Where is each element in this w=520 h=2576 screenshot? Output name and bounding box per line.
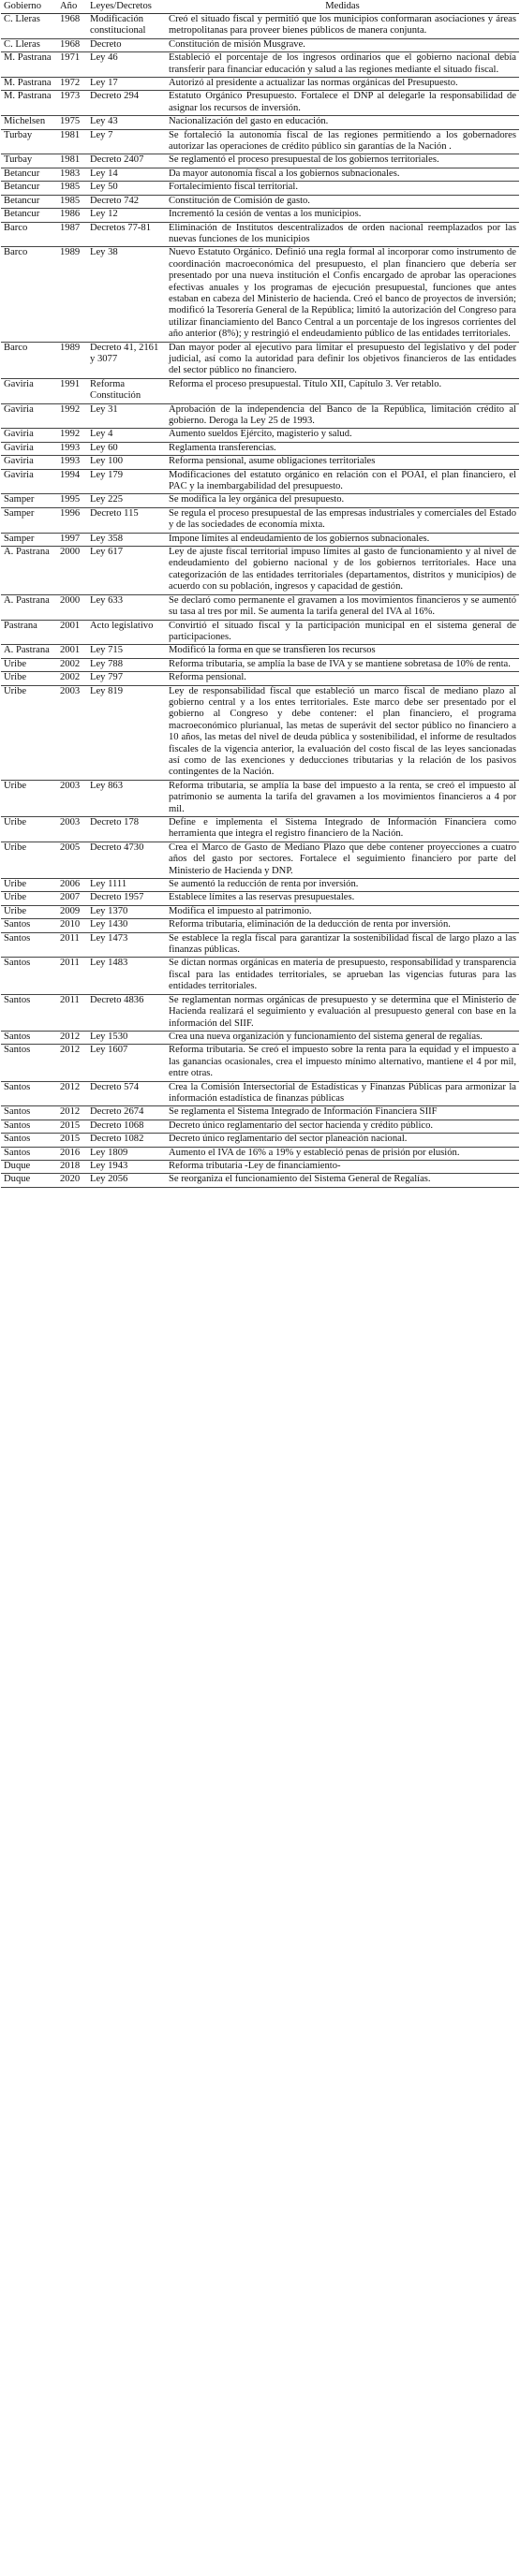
ley-cell: Ley 43 (87, 116, 166, 129)
table-body (1, 14, 519, 1188)
ley-cell: Ley 14 (87, 168, 166, 181)
table-row (1, 1045, 519, 1081)
ley-cell: Decreto 1082 (87, 1134, 166, 1147)
anio-cell: 2012 (57, 1045, 87, 1081)
gobierno-cell: Santos (1, 919, 57, 932)
gobierno-cell: Santos (1, 1106, 57, 1120)
ley-cell: Ley 2056 (87, 1174, 166, 1187)
medidas-cell: Se reglamentó el proceso presupuestal de los gobiernos territoriales. (166, 154, 519, 168)
medidas-cell: Modifica el impuesto al patrimonio. (166, 905, 519, 918)
ley-cell: Decreto 4836 (87, 994, 166, 1031)
ley-cell: Decreto (87, 38, 166, 51)
ley-cell: Decreto 115 (87, 507, 166, 533)
ley-cell: Decreto 178 (87, 817, 166, 842)
gobierno-cell: Gaviria (1, 469, 57, 494)
ley-cell: Ley 633 (87, 594, 166, 620)
medidas-cell: Reforma tributaria -Ley de financiamiento- (166, 1160, 519, 1173)
table-row (1, 645, 519, 658)
table-row (1, 342, 519, 378)
gobierno-cell: Gaviria (1, 429, 57, 442)
medidas-cell: Crea la Comisión Intersectorial de Estadísticas y Finanzas Públicas para armonizar la información estadística de finanzas públicas (166, 1081, 519, 1106)
ley-cell: Ley 797 (87, 672, 166, 685)
gobierno-cell: Uribe (1, 879, 57, 892)
anio-cell: 2006 (57, 879, 87, 892)
medidas-cell: Se fortaleció la autonomía fiscal de las regiones permitiendo a los gobernadores autorizar las operaciones de crédito público sin garantías de la Nación . (166, 129, 519, 154)
anio-cell: 1972 (57, 78, 87, 91)
gobierno-cell: Barco (1, 222, 57, 247)
gobierno-cell: Turbay (1, 129, 57, 154)
medidas-cell: Constitución de Comisión de gasto. (166, 195, 519, 208)
gobierno-cell: C. Lleras (1, 14, 57, 39)
gobierno-cell: Pastrana (1, 620, 57, 645)
anio-cell: 1989 (57, 342, 87, 378)
ley-cell: Ley 358 (87, 533, 166, 546)
table-row (1, 38, 519, 51)
table-row (1, 182, 519, 195)
table-row (1, 78, 519, 91)
ley-cell: Ley 50 (87, 182, 166, 195)
anio-cell: 2002 (57, 672, 87, 685)
ley-cell: Ley 4 (87, 429, 166, 442)
ley-cell: Ley 179 (87, 469, 166, 494)
anio-cell: 1985 (57, 182, 87, 195)
gobierno-cell: Duque (1, 1160, 57, 1173)
anio-cell: 1981 (57, 129, 87, 154)
medidas-cell: Se modifica la ley orgánica del presupuesto. (166, 494, 519, 507)
medidas-cell: Reforma pensional, asume obligaciones territoriales (166, 456, 519, 469)
gobierno-cell: C. Lleras (1, 38, 57, 51)
header-anio: Año (57, 1, 87, 14)
table-row (1, 1160, 519, 1173)
ley-cell: Acto legislativo (87, 620, 166, 645)
anio-cell: 2015 (57, 1120, 87, 1133)
table-row (1, 919, 519, 932)
gobierno-cell: Gaviria (1, 403, 57, 429)
anio-cell: 2011 (57, 932, 87, 958)
table-row (1, 1174, 519, 1187)
medidas-cell: Impone límites al endeudamiento de los gobiernos subnacionales. (166, 533, 519, 546)
ley-cell: Ley 715 (87, 645, 166, 658)
ley-cell: Ley 100 (87, 456, 166, 469)
gobierno-cell: Samper (1, 533, 57, 546)
ley-cell: Ley 1809 (87, 1147, 166, 1160)
ley-cell: Ley 819 (87, 685, 166, 780)
ley-cell: Decreto 41, 2161 y 3077 (87, 342, 166, 378)
anio-cell: 2009 (57, 905, 87, 918)
ley-cell: Decreto 1068 (87, 1120, 166, 1133)
table-row (1, 892, 519, 905)
medidas-cell: Crea el Marco de Gasto de Mediano Plazo que debe contener proyecciones a cuatro años del gasto por sectores. Fortalece el seguimiento financiero por parte del Ministerio de Hacienda y DNP. (166, 842, 519, 878)
table-row (1, 403, 519, 429)
anio-cell: 1981 (57, 154, 87, 168)
anio-cell: 1993 (57, 456, 87, 469)
ley-cell: Ley 1473 (87, 932, 166, 958)
table-row (1, 905, 519, 918)
table-row (1, 154, 519, 168)
table-row (1, 994, 519, 1031)
anio-cell: 2020 (57, 1174, 87, 1187)
medidas-cell: Creó el situado fiscal y permitió que los municipios conformaran asociaciones y áreas metropolitanas para proveer bienes públicos de manera conjunta. (166, 14, 519, 39)
medidas-cell: Se dictan normas orgánicas en materia de presupuesto, responsabilidad y transparencia fiscal para las entidades territoriales, se aprueban las vigencias futuras para las entidades territoriales. (166, 958, 519, 994)
anio-cell: 1968 (57, 38, 87, 51)
ley-cell: Ley 38 (87, 247, 166, 342)
anio-cell: 1991 (57, 378, 87, 403)
anio-cell: 1992 (57, 429, 87, 442)
gobierno-cell: Uribe (1, 780, 57, 816)
medidas-cell: Nuevo Estatuto Orgánico. Definió una regla formal al incorporar como instrumento de coordinación macroeconómica del presupuesto, el plan financiero que debería ser presentado por una nueva institución el Confis encargado de aprobar las operaciones efectivas anuales y los programas de ejecución presupuestal, funciones que antes estaban en cabeza del Ministerio de hacienda. Creó el banco de proyectos de inversión; modificó la Tesorería General de la República; limitó la autorización del Congreso para utilizar financiamiento del Banco Central a un porcentaje de los ingresos corrientes del año anterior (8%); y restringió el endeudamiento público de las entidades territoriales. (166, 247, 519, 342)
table-row (1, 842, 519, 878)
gobierno-cell: Uribe (1, 817, 57, 842)
ley-cell: Ley 617 (87, 547, 166, 595)
medidas-cell: Nacionalización del gasto en educación. (166, 116, 519, 129)
table-row (1, 533, 519, 546)
gobierno-cell: Santos (1, 932, 57, 958)
medidas-cell: Reforma tributaria. Se creó el impuesto sobre la renta para la equidad y el impuesto a las ganancias ocasionales, crea el impuesto mínimo alternativo, mantiene el 4 por mil, entre otras. (166, 1045, 519, 1081)
ley-cell: Decreto 742 (87, 195, 166, 208)
table-row (1, 879, 519, 892)
table-row (1, 1031, 519, 1044)
ley-cell: Ley 225 (87, 494, 166, 507)
anio-cell: 1992 (57, 403, 87, 429)
table-row (1, 494, 519, 507)
anio-cell: 2010 (57, 919, 87, 932)
table-row (1, 685, 519, 780)
gobierno-cell: Santos (1, 1147, 57, 1160)
anio-cell: 1993 (57, 442, 87, 455)
gobierno-cell: Uribe (1, 905, 57, 918)
header-medidas: Medidas (166, 1, 519, 14)
anio-cell: 2012 (57, 1031, 87, 1044)
anio-cell: 1987 (57, 222, 87, 247)
medidas-cell: Reforma pensional. (166, 672, 519, 685)
anio-cell: 1975 (57, 116, 87, 129)
table-row (1, 817, 519, 842)
gobierno-cell: Betancur (1, 195, 57, 208)
medidas-cell: Aumento sueldos Ejército, magisterio y salud. (166, 429, 519, 442)
ley-cell: Ley 1530 (87, 1031, 166, 1044)
anio-cell: 1971 (57, 52, 87, 78)
gobierno-cell: Uribe (1, 658, 57, 671)
ley-cell: Decreto 2674 (87, 1106, 166, 1120)
table-row (1, 932, 519, 958)
gobierno-cell: M. Pastrana (1, 52, 57, 78)
gobierno-cell: Gaviria (1, 378, 57, 403)
table-row (1, 620, 519, 645)
gobierno-cell: Betancur (1, 182, 57, 195)
anio-cell: 1973 (57, 91, 87, 116)
medidas-cell: Reglamenta transferencias. (166, 442, 519, 455)
table-row (1, 14, 519, 39)
ley-cell: Ley 1370 (87, 905, 166, 918)
medidas-cell: Estatuto Orgánico Presupuesto. Fortalece el DNP al delegarle la responsabilidad de asignar los recursos de inversión. (166, 91, 519, 116)
gobierno-cell: Turbay (1, 154, 57, 168)
table-row (1, 958, 519, 994)
anio-cell: 1994 (57, 469, 87, 494)
table-row (1, 195, 519, 208)
medidas-cell: Decreto único reglamentario del sector planeación nacional. (166, 1134, 519, 1147)
gobierno-cell: Betancur (1, 209, 57, 222)
gobierno-cell: A. Pastrana (1, 594, 57, 620)
anio-cell: 1968 (57, 14, 87, 39)
table-row (1, 1147, 519, 1160)
gobierno-cell: Santos (1, 1031, 57, 1044)
medidas-cell: Decreto único reglamentario del sector hacienda y crédito público. (166, 1120, 519, 1133)
gobierno-cell: Uribe (1, 685, 57, 780)
medidas-cell: Modificaciones del estatuto orgánico en relación con el POAI, el plan financiero, el PAC y la inembargabilidad del presupuesto. (166, 469, 519, 494)
ley-cell: Ley 60 (87, 442, 166, 455)
gobierno-cell: Betancur (1, 168, 57, 181)
medidas-cell: Define e implementa el Sistema Integrado de Información Financiera como herramienta que integra el registro financiero de la Nación. (166, 817, 519, 842)
medidas-cell: Ley de responsabilidad fiscal que estableció un marco fiscal de mediano plazo al gobierno central y a los entes territoriales. Este marco debe ser presentado por el gobierno al Congreso y debe contener: el plan financiero, el programa macroeconómico plurianual, las metas de superávit del sector público no financiero a 10 años, las metas del nivel de deuda pública y sostenibilidad, el informe de resultados fiscales de la vigencia anterior, la evaluación del costo fiscal de las leyes sancionadas así como de las exenciones y deducciones tributarias y la relación de los pasivos contingentes de la Nación. (166, 685, 519, 780)
ley-cell: Decreto 294 (87, 91, 166, 116)
table-row (1, 116, 519, 129)
gobierno-cell: Santos (1, 994, 57, 1031)
table-row (1, 507, 519, 533)
table-row (1, 672, 519, 685)
anio-cell: 2011 (57, 994, 87, 1031)
medidas-cell: Fortalecimiento fiscal territorial. (166, 182, 519, 195)
ley-cell: Ley 17 (87, 78, 166, 91)
table-row (1, 168, 519, 181)
medidas-cell: Eliminación de Institutos descentralizados de orden nacional reemplazados por las nuevas funciones de los municipios (166, 222, 519, 247)
laws-table (1, 1, 519, 1188)
table-row (1, 91, 519, 116)
medidas-cell: Reforma tributaria, se amplía la base de IVA y se mantiene sobretasa de 10% de renta. (166, 658, 519, 671)
anio-cell: 1989 (57, 247, 87, 342)
table-row (1, 1120, 519, 1133)
medidas-cell: Reforma tributaria, eliminación de la deducción de renta por inversión. (166, 919, 519, 932)
table-row (1, 594, 519, 620)
ley-cell: Modificación constitucional (87, 14, 166, 39)
medidas-cell: Reforma tributaria, se amplía la base del impuesto a la renta, se creó el impuesto al patrimonio se aumenta la tarifa del gravamen a los movimientos financieros a 4 por mil. (166, 780, 519, 816)
anio-cell: 2015 (57, 1134, 87, 1147)
ley-cell: Decreto 2407 (87, 154, 166, 168)
medidas-cell: Ley de ajuste fiscal territorial impuso límites al gasto de funcionamiento y al nivel de endeudamiento del gobierno nacional y de los gobiernos territoriales. Hace una categorización de las entidades territoriales (departamentos, distritos y municipios) de acuerdo con su población, ingresos y capacidad de gestión. (166, 547, 519, 595)
ley-cell: Decreto 1957 (87, 892, 166, 905)
medidas-cell: Se aumentó la reducción de renta por inversión. (166, 879, 519, 892)
ley-cell: Reforma Constitución (87, 378, 166, 403)
medidas-cell: Aprobación de la independencia del Banco de la República, limitación crédito al gobierno. Deroga la Ley 25 de 1993. (166, 403, 519, 429)
gobierno-cell: Samper (1, 507, 57, 533)
medidas-cell: Dan mayor poder al ejecutivo para limitar el presupuesto del legislativo y del poder judicial, así como la autoridad para definir los objetivos financieros de las entidades del sector público no financiero. (166, 342, 519, 378)
anio-cell: 1996 (57, 507, 87, 533)
ley-cell: Ley 1607 (87, 1045, 166, 1081)
table-row (1, 469, 519, 494)
gobierno-cell: Santos (1, 1045, 57, 1081)
gobierno-cell: Uribe (1, 842, 57, 878)
medidas-cell: Se establece la regla fiscal para garantizar la sostenibilidad fiscal de largo plazo a las finanzas públicas. (166, 932, 519, 958)
table-row (1, 456, 519, 469)
ley-cell: Ley 863 (87, 780, 166, 816)
anio-cell: 1985 (57, 195, 87, 208)
anio-cell: 2000 (57, 594, 87, 620)
ley-cell: Ley 31 (87, 403, 166, 429)
anio-cell: 2001 (57, 645, 87, 658)
gobierno-cell: M. Pastrana (1, 78, 57, 91)
gobierno-cell: Santos (1, 1081, 57, 1106)
ley-cell: Ley 1111 (87, 879, 166, 892)
gobierno-cell: Gaviria (1, 456, 57, 469)
gobierno-cell: Duque (1, 1174, 57, 1187)
table-row (1, 209, 519, 222)
ley-cell: Ley 7 (87, 129, 166, 154)
anio-cell: 2012 (57, 1106, 87, 1120)
table-row (1, 378, 519, 403)
header-leyes: Leyes/Decretos (87, 1, 166, 14)
medidas-cell: Aumento el IVA de 16% a 19% y estableció penas de prisión por elusión. (166, 1147, 519, 1160)
anio-cell: 1995 (57, 494, 87, 507)
gobierno-cell: M. Pastrana (1, 91, 57, 116)
ley-cell: Ley 46 (87, 52, 166, 78)
table-row (1, 1106, 519, 1120)
gobierno-cell: Barco (1, 247, 57, 342)
ley-cell: Ley 1430 (87, 919, 166, 932)
anio-cell: 2003 (57, 817, 87, 842)
medidas-cell: Se regula el proceso presupuestal de las empresas industriales y comerciales del Estado y de las sociedades de economía mixta. (166, 507, 519, 533)
medidas-cell: Estableció el porcentaje de los ingresos ordinarios que el gobierno nacional debía transferir para financiar educación y salud a las regiones mediante el situado fiscal. (166, 52, 519, 78)
anio-cell: 2018 (57, 1160, 87, 1173)
medidas-cell: Se reglamenta el Sistema Integrado de Información Financiera SIIF (166, 1106, 519, 1120)
gobierno-cell: Uribe (1, 672, 57, 685)
table-row (1, 658, 519, 671)
gobierno-cell: A. Pastrana (1, 645, 57, 658)
table-row (1, 222, 519, 247)
anio-cell: 2003 (57, 685, 87, 780)
gobierno-cell: Santos (1, 1134, 57, 1147)
medidas-cell: Se declaró como permanente el gravamen a los movimientos financieros y se aumentó su tasa al tres por mil. Se aumenta la tarifa general del IVA al 16%. (166, 594, 519, 620)
gobierno-cell: Gaviria (1, 442, 57, 455)
anio-cell: 1997 (57, 533, 87, 546)
table-row (1, 442, 519, 455)
medidas-cell: Incrementó la cesión de ventas a los municipios. (166, 209, 519, 222)
table-row (1, 780, 519, 816)
table-row (1, 52, 519, 78)
header-gobierno: Gobierno (1, 1, 57, 14)
gobierno-cell: Barco (1, 342, 57, 378)
gobierno-cell: Michelsen (1, 116, 57, 129)
anio-cell: 2000 (57, 547, 87, 595)
anio-cell: 1983 (57, 168, 87, 181)
anio-cell: 2016 (57, 1147, 87, 1160)
ley-cell: Ley 788 (87, 658, 166, 671)
anio-cell: 2002 (57, 658, 87, 671)
gobierno-cell: A. Pastrana (1, 547, 57, 595)
anio-cell: 2005 (57, 842, 87, 878)
medidas-cell: Establece límites a las reservas presupuestales. (166, 892, 519, 905)
medidas-cell: Da mayor autonomía fiscal a los gobiernos subnacionales. (166, 168, 519, 181)
gobierno-cell: Santos (1, 958, 57, 994)
medidas-cell: Modificó la forma en que se transfieren los recursos (166, 645, 519, 658)
anio-cell: 2012 (57, 1081, 87, 1106)
ley-cell: Decreto 4730 (87, 842, 166, 878)
gobierno-cell: Samper (1, 494, 57, 507)
medidas-cell: Constitución de misión Musgrave. (166, 38, 519, 51)
table-row (1, 247, 519, 342)
table-row (1, 1134, 519, 1147)
anio-cell: 2011 (57, 958, 87, 994)
anio-cell: 2007 (57, 892, 87, 905)
ley-cell: Ley 1943 (87, 1160, 166, 1173)
ley-cell: Decretos 77-81 (87, 222, 166, 247)
medidas-cell: Autorizó al presidente a actualizar las normas orgánicas del Presupuesto. (166, 78, 519, 91)
medidas-cell: Reforma el proceso presupuestal. Título XII, Capítulo 3. Ver retablo. (166, 378, 519, 403)
header-row (1, 1, 519, 14)
anio-cell: 1986 (57, 209, 87, 222)
ley-cell: Ley 12 (87, 209, 166, 222)
gobierno-cell: Santos (1, 1120, 57, 1133)
medidas-cell: Crea una nueva organización y funcionamiento del sistema general de regalías. (166, 1031, 519, 1044)
table-row (1, 429, 519, 442)
gobierno-cell: Uribe (1, 892, 57, 905)
ley-cell: Decreto 574 (87, 1081, 166, 1106)
anio-cell: 2001 (57, 620, 87, 645)
table-row (1, 547, 519, 595)
anio-cell: 2003 (57, 780, 87, 816)
medidas-cell: Se reglamentan normas orgánicas de presupuesto y se determina que el Ministerio de Hacienda realizará el seguimiento y evaluación al presupuesto general con base en la información del SIIF. (166, 994, 519, 1031)
medidas-cell: Convirtió el situado fiscal y la participación municipal en el sistema general de participaciones. (166, 620, 519, 645)
ley-cell: Ley 1483 (87, 958, 166, 994)
table-row (1, 129, 519, 154)
table-row (1, 1081, 519, 1106)
medidas-cell: Se reorganiza el funcionamiento del Sistema General de Regalías. (166, 1174, 519, 1187)
